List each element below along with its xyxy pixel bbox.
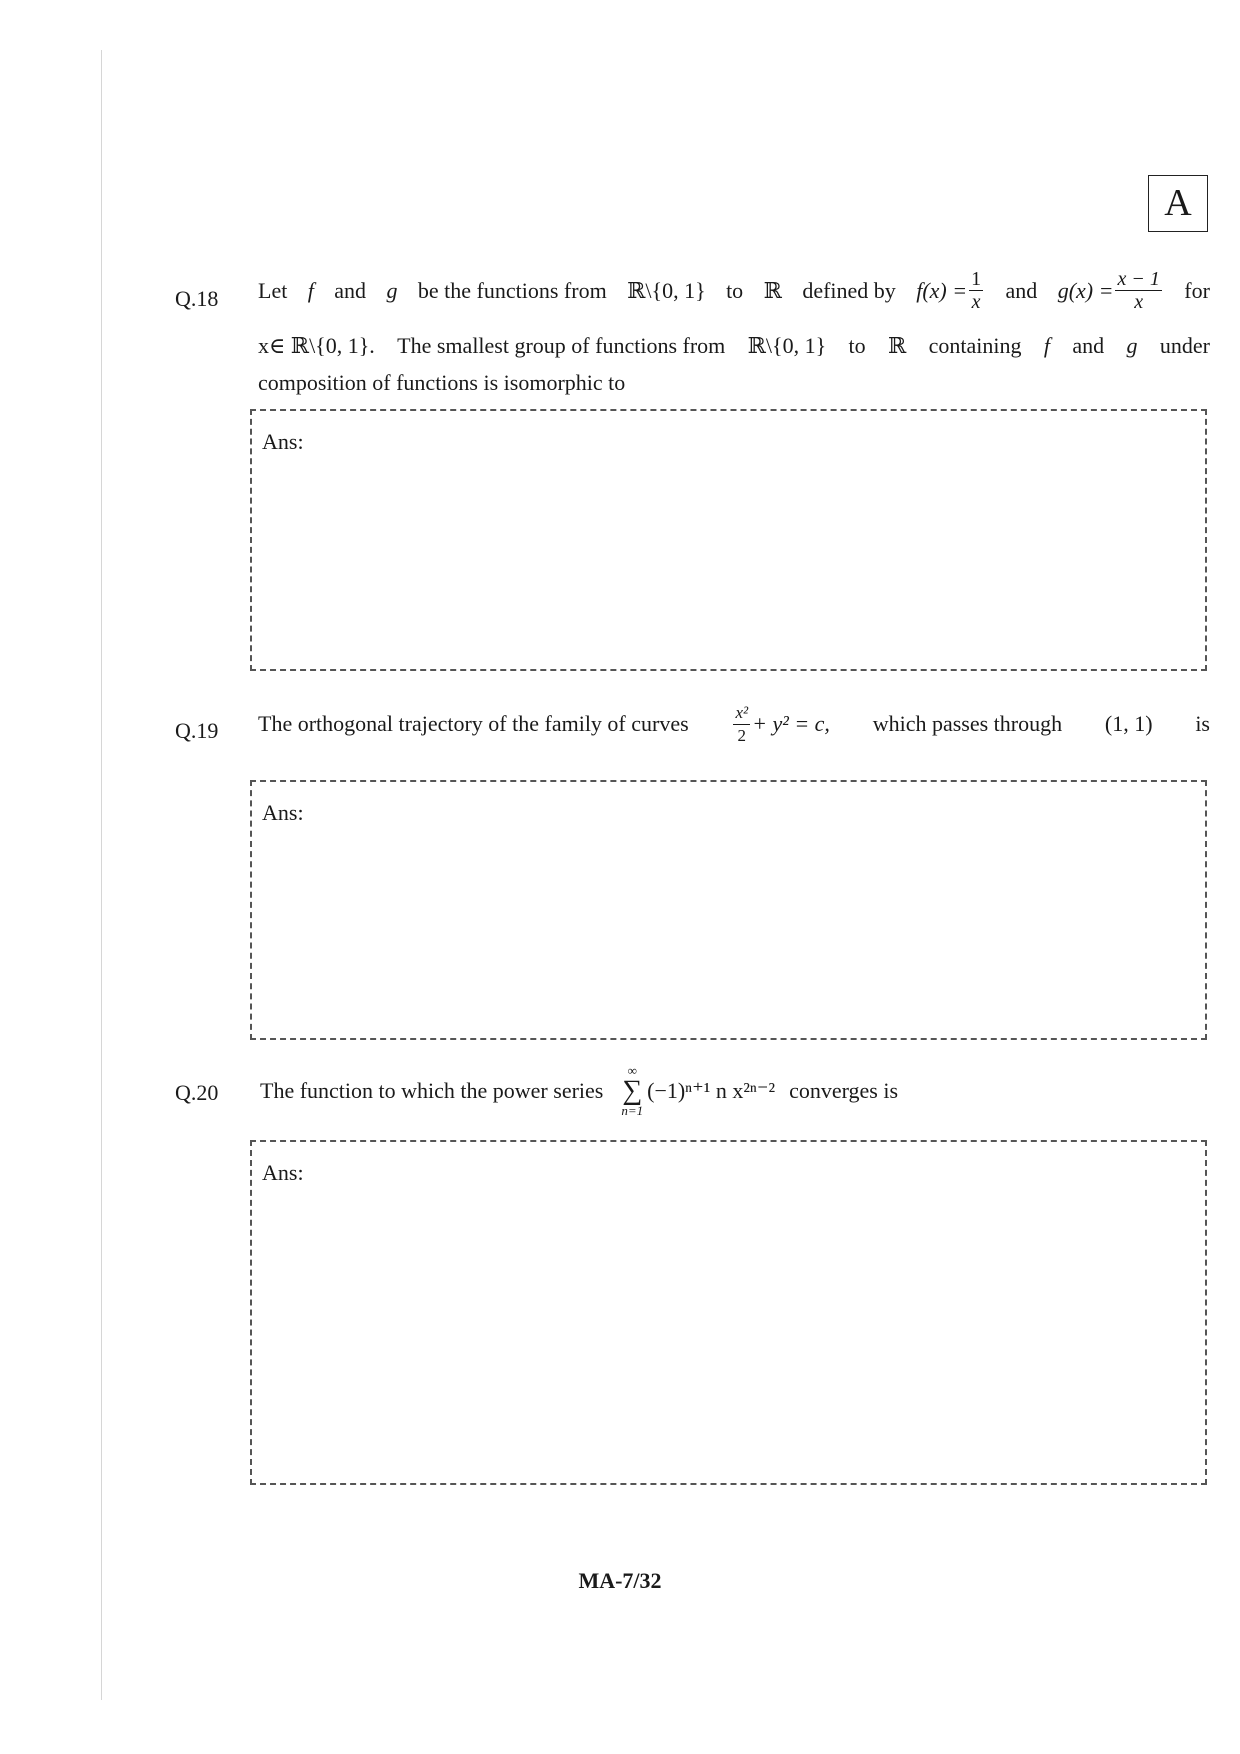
q18-answer-box[interactable] [250, 409, 1207, 671]
q19-ans-label: Ans: [262, 800, 304, 825]
q18-line1: Let f and g be the functions from ℝ\{0, 1} to ℝ defined by f(x) = $\frac{1}{x}$ and g(x) = $\frac{x - 1}{x}$ for [258, 268, 1210, 313]
q20-text: The function to which the power series ∞ ∑ n=1 (−1)ⁿ⁺¹ n x²ⁿ⁻² converges is [260, 1063, 899, 1118]
q19-fraction: $\frac{\text{x²}}{2}$ [735, 702, 749, 745]
q18-f-fraction: $\frac{1}{x}$ [971, 268, 982, 313]
q20-answer-box[interactable] [250, 1140, 1207, 1485]
q20-summation: ∞ ∑ n=1 [621, 1063, 644, 1118]
q18-number: Q.18 [175, 286, 219, 311]
q19-text: The orthogonal trajectory of the family of curves $\frac{\text{x²}}{2}$ + y² = c, which passes through (1, 1) is [258, 702, 1210, 745]
page-footer: MA-7/32 [578, 1568, 662, 1593]
q20-number: Q.20 [175, 1080, 219, 1105]
q20-ans-label: Ans: [262, 1160, 304, 1185]
q18-ans-label: Ans: [262, 429, 304, 454]
q19-number: Q.19 [175, 718, 219, 743]
q18-line3: composition of functions is isomorphic to [258, 370, 626, 395]
q18-g-fraction: $\frac{x - 1}{x}$ [1117, 268, 1160, 313]
q19-answer-box[interactable] [250, 780, 1207, 1040]
q20-term: (−1)ⁿ⁺¹ n x²ⁿ⁻² [647, 1078, 776, 1103]
margin-line [101, 50, 102, 1700]
booklet-code-box: A [1148, 175, 1208, 232]
q18-line2: x∈ ℝ\{0, 1}. The smallest group of functions from ℝ\{0, 1} to ℝ containing f and g under [258, 333, 1210, 358]
